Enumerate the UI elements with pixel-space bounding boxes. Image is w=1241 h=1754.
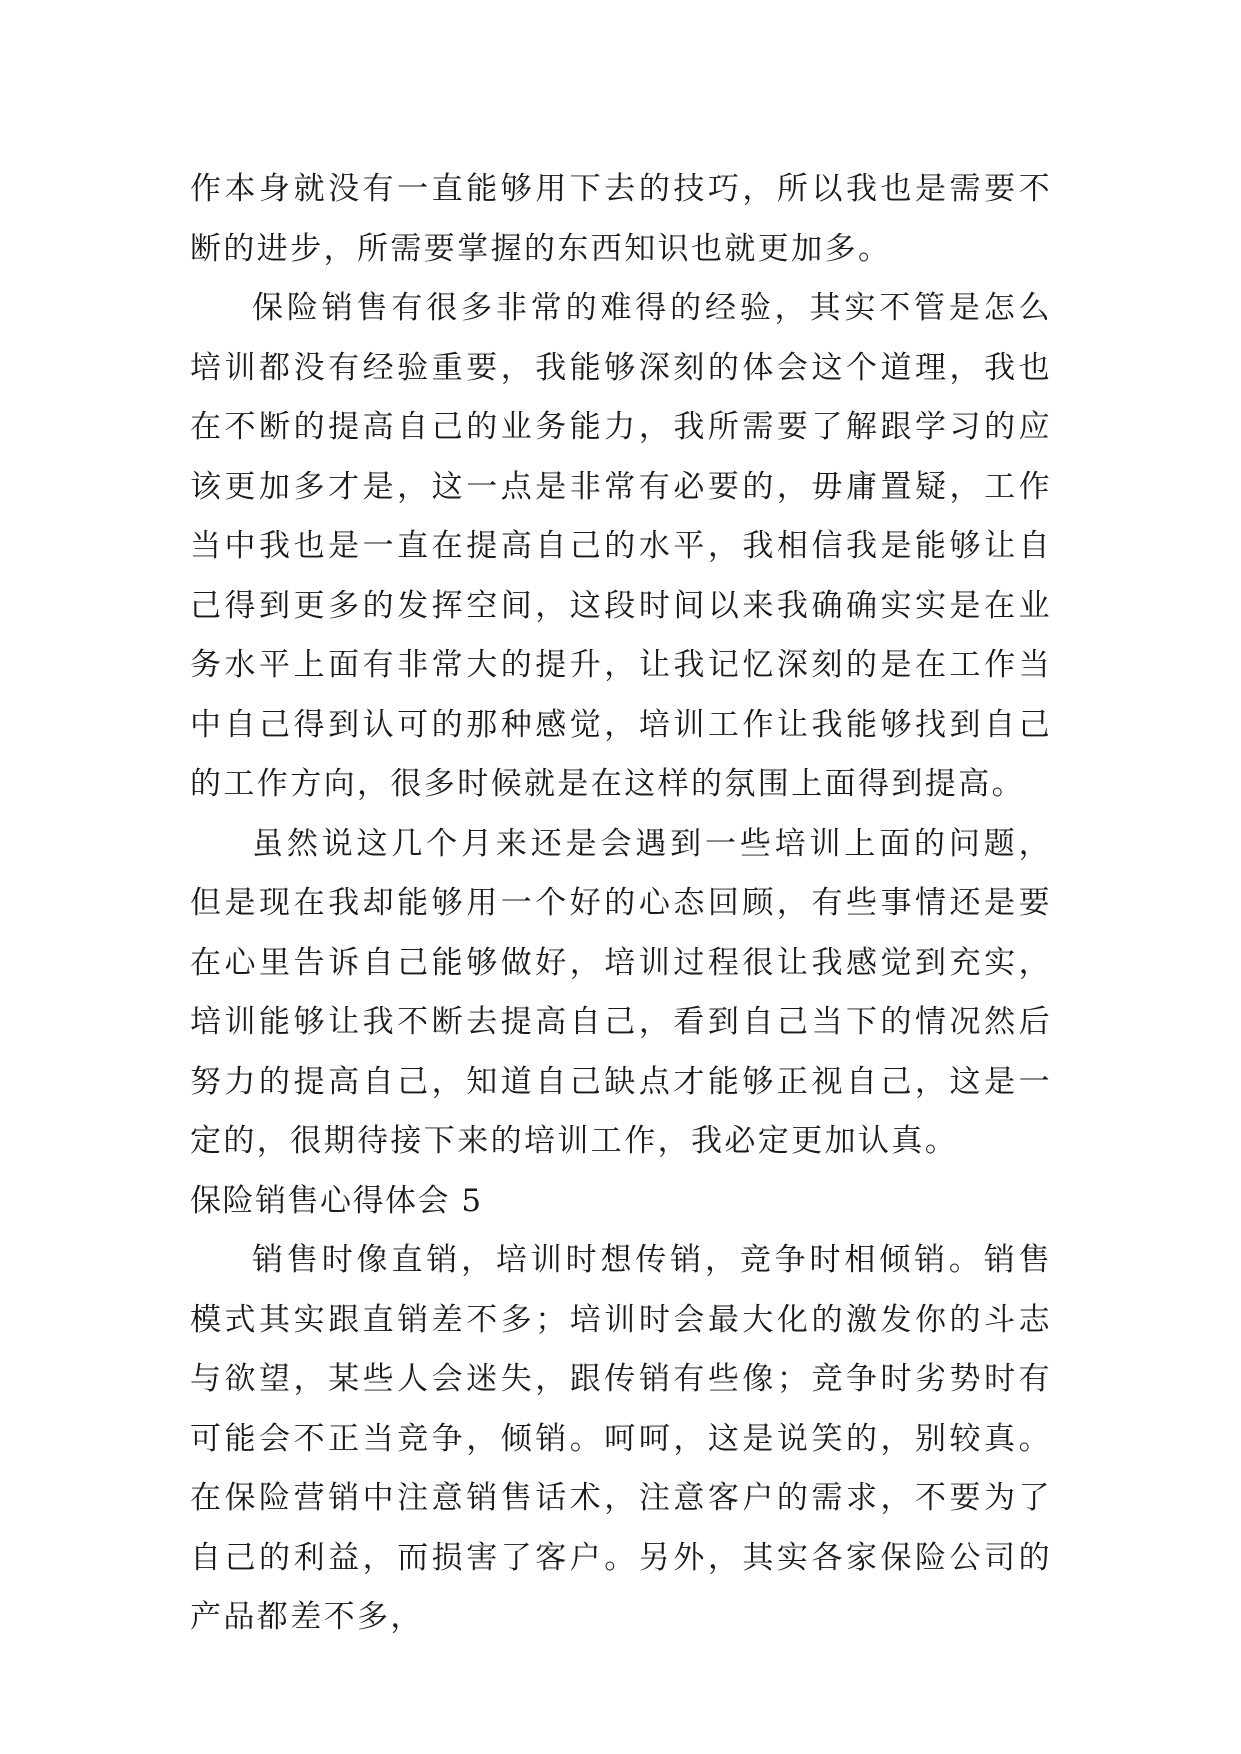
paragraph-continued: 作本身就没有一直能够用下去的技巧，所以我也是需要不断的进步，所需要掌握的东西知识也就更加多。	[190, 171, 1052, 267]
paragraph-experience: 保险销售有很多非常的难得的经验，其实不管是怎么培训都没有经验重要，我能够深刻的体会这个道理，我也在不断的提高自己的业务能力，我所需要了解跟学习的应该更加多才是，这一点是非常有必要的，毋庸置疑，工作当中我也是一直在提高自己的水平，我相信我是能够让自己得到更多的发挥空间，这段时间以来我确确实实是在业务水平上面有非常大的提升，让我记忆深刻的是在工作当中自己得到认可的那种感觉，培训工作让我能够找到自己的工作方向，很多时候就是在这样的氛围上面得到提高。	[190, 290, 1052, 802]
document-body	[190, 160, 1052, 1648]
paragraph-training-problems: 虽然说这几个月来还是会遇到一些培训上面的问题，但是现在我却能够用一个好的心态回顾，有些事情还是要在心里告诉自己能够做好，培训过程很让我感觉到充实，培训能够让我不断去提高自己，看到自己当下的情况然后努力的提高自己，知道自己缺点才能够正视自己，这是一定的，很期待接下来的培训工作，我必定更加认真。	[190, 825, 1052, 1159]
paragraph-sales-modes: 销售时像直销，培训时想传销，竞争时相倾销。销售模式其实跟直销差不多；培训时会最大化的激发你的斗志与欲望，某些人会迷失，跟传销有些像；竞争时劣势时有可能会不正当竞争，倾销。呵呵，这是说笑的，别较真。在保险营销中注意销售话术，注意客户的需求，不要为了自己的利益，而损害了客户。另外，其实各家保险公司的产品都差不多，	[190, 1242, 1052, 1635]
section-heading: 保险销售心得体会 5	[190, 1182, 483, 1219]
